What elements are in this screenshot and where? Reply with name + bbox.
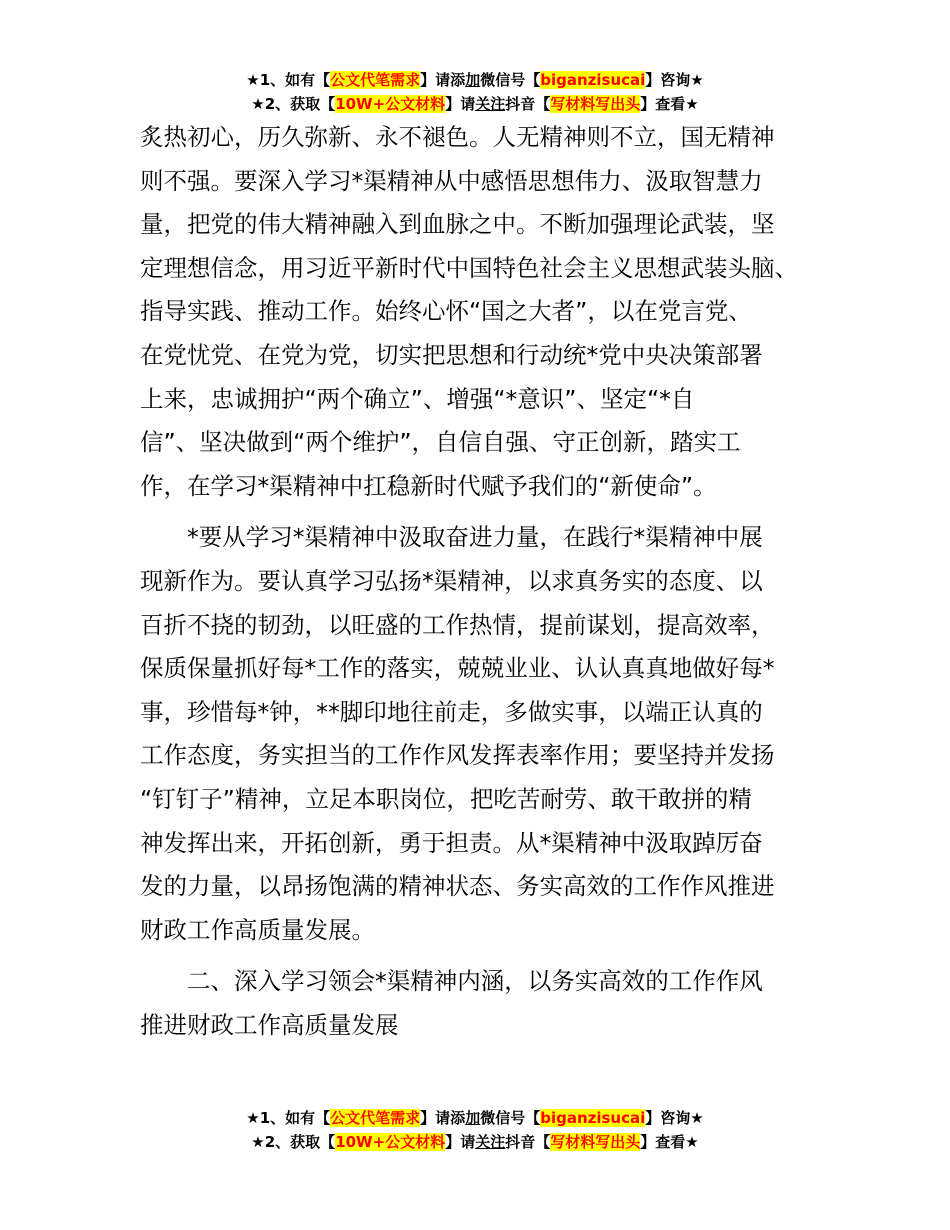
text-line: 现新作为。要认真学习弘扬*渠精神，以求真务实的态度、以: [140, 566, 763, 595]
text-line: 炙热初心，历久弥新、永不褪色。人无精神则不立，国无精神: [140, 123, 775, 151]
text-line: 定理想信念，用习近平新时代中国特色社会主义思想武装头脑、: [140, 253, 798, 282]
text-line: “钉钉子”精神，立足本职岗位，把吃苦耐劳、敢干敢拼的精: [140, 784, 752, 813]
text-line: 财政工作高质量发展。: [140, 915, 375, 944]
text-line: 指导实践、推动工作。始终心怀“国之大者”，以在党言党、: [140, 297, 752, 326]
document-body: [140, 116, 820, 1047]
text-line: 则不强。要深入学习*渠精神从中感悟思想伟力、汲取智慧力: [140, 166, 763, 195]
header-banner: [0, 68, 950, 116]
text-line: 工作态度，务实担当的工作作风发挥表率作用；要坚持并发扬: [140, 741, 775, 770]
banner-line-2: ★2、获取【10W+公文材料】请关注抖音【写材料写出头】查看★: [251, 1133, 699, 1151]
banner-highlight-service: 公文代笔需求: [330, 71, 421, 89]
banner-highlight-materials: 10W+公文材料: [335, 95, 446, 113]
banner-highlight-service: 公文代笔需求: [330, 1109, 421, 1127]
banner-highlight-douyin: 写材料写出头: [550, 1133, 641, 1151]
banner-line-1: ★1、如有【公文代笔需求】请添加微信号【biganzisucai】咨询★: [246, 1109, 704, 1127]
banner-line-1: ★1、如有【公文代笔需求】请添加微信号【biganzisucai】咨询★: [246, 71, 704, 89]
text-line: 推进财政工作高质量发展: [140, 1010, 399, 1039]
banner-highlight-wechat-id: biganzisucai: [540, 71, 646, 89]
text-line: 百折不挠的韧劲，以旺盛的工作热情，提前谋划，提高效率，: [140, 610, 775, 639]
text-line: 事，珍惜每*钟，**脚印地往前走，多做实事，以端正认真的: [140, 697, 763, 726]
text-line: *要从学习*渠精神中汲取奋进力量，在践行*渠精神中展: [187, 523, 763, 552]
footer-banner: [0, 1106, 950, 1154]
text-line: 保质保量抓好每*工作的落实，兢兢业业、认认真真地做好每*: [140, 654, 775, 683]
text-line: 作，在学习*渠精神中扛稳新时代赋予我们的“新使命”。: [140, 471, 717, 500]
paragraph-2: [140, 516, 820, 952]
text-line: 上来，忠诚拥护“两个确立”、增强“*意识”、坚定“*自: [140, 384, 695, 413]
text-line: 信”、坚决做到“两个维护”，自信自强、守正创新，踏实工: [140, 428, 741, 457]
paragraph-1: [140, 116, 820, 508]
text-line: 二、深入学习领会*渠精神内涵，以务实高效的工作作风: [187, 967, 763, 996]
banner-highlight-douyin: 写材料写出头: [550, 95, 641, 113]
text-line: 在党忧党、在党为党，切实把思想和行动统*党中央决策部署: [140, 340, 763, 369]
text-line: 神发挥出来，开拓创新，勇于担责。从*渠精神中汲取踔厉奋: [140, 828, 763, 857]
text-line: 量，把党的伟大精神融入到血脉之中。不断加强理论武装，坚: [140, 210, 775, 239]
section-heading-2: [140, 960, 820, 1047]
banner-highlight-materials: 10W+公文材料: [335, 1133, 446, 1151]
text-line: 发的力量，以昂扬饱满的精神状态、务实高效的工作作风推进: [140, 872, 775, 901]
banner-line-2: ★2、获取【10W+公文材料】请关注抖音【写材料写出头】查看★: [251, 95, 699, 113]
banner-highlight-wechat-id: biganzisucai: [540, 1109, 646, 1127]
